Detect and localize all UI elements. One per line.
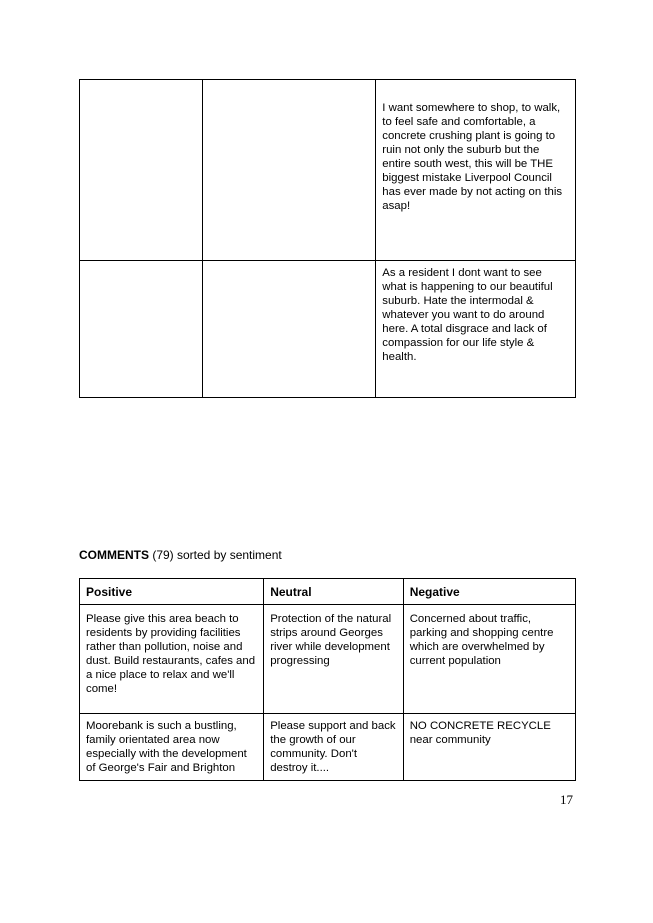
comment-text: NO CONCRETE RECYCLE near community bbox=[409, 720, 551, 746]
table-row bbox=[80, 605, 576, 714]
table-row bbox=[80, 714, 576, 781]
cell-neutral bbox=[264, 605, 404, 714]
table-cell-comment bbox=[376, 261, 576, 398]
table-row bbox=[80, 80, 576, 261]
header-neutral: Neutral bbox=[264, 579, 404, 605]
comments-heading-bold: COMMENTS bbox=[79, 548, 149, 562]
comment-text: Please give this area beach to residents by providing facilities rather than pollution, noise and dust. Build restaurants, cafes and a nice place to relax and we'll come! bbox=[86, 613, 256, 695]
comments-heading bbox=[79, 548, 282, 562]
header-negative: Negative bbox=[403, 579, 575, 605]
page-number: 17 bbox=[560, 792, 573, 807]
comment-text: Please support and back the growth of our community. Don't destroy it.... bbox=[270, 720, 396, 774]
cell-neutral bbox=[264, 714, 404, 781]
table-header-row bbox=[80, 579, 576, 605]
table-cell-empty bbox=[80, 261, 203, 398]
table-cell-comment bbox=[376, 80, 576, 261]
table-row bbox=[80, 261, 576, 398]
comment-text: Protection of the natural strips around Georges river while development progressing bbox=[270, 613, 392, 667]
comment-text: I want somewhere to shop, to walk, to feel safe and comfortable, a concrete crushing plant is going to ruin not only the suburb but the entire south west, this will be THE biggest mistake Liverpool Council has ever made by not acting on this asap! bbox=[382, 102, 563, 212]
comments-heading-rest: (79) sorted by sentiment bbox=[149, 548, 282, 562]
cell-negative bbox=[403, 714, 575, 781]
header-positive: Positive bbox=[80, 579, 264, 605]
cell-positive bbox=[80, 605, 264, 714]
sentiment-table bbox=[79, 578, 576, 781]
comment-text: Concerned about traffic, parking and shopping centre which are overwhelmed by current population bbox=[409, 613, 554, 667]
cell-negative bbox=[403, 605, 575, 714]
responses-table bbox=[79, 79, 576, 398]
cell-positive bbox=[80, 714, 264, 781]
table-cell-empty bbox=[202, 80, 376, 261]
table-cell-empty bbox=[80, 80, 203, 261]
comment-text: Moorebank is such a bustling, family orientated area now especially with the development of George's Fair and Brighton bbox=[86, 720, 247, 774]
table-cell-empty bbox=[202, 261, 376, 398]
comment-text: As a resident I dont want to see what is happening to our beautiful suburb. Hate the intermodal & whatever you want to do around here. A total disgrace and lack of compassion for our life style & health. bbox=[382, 267, 553, 363]
